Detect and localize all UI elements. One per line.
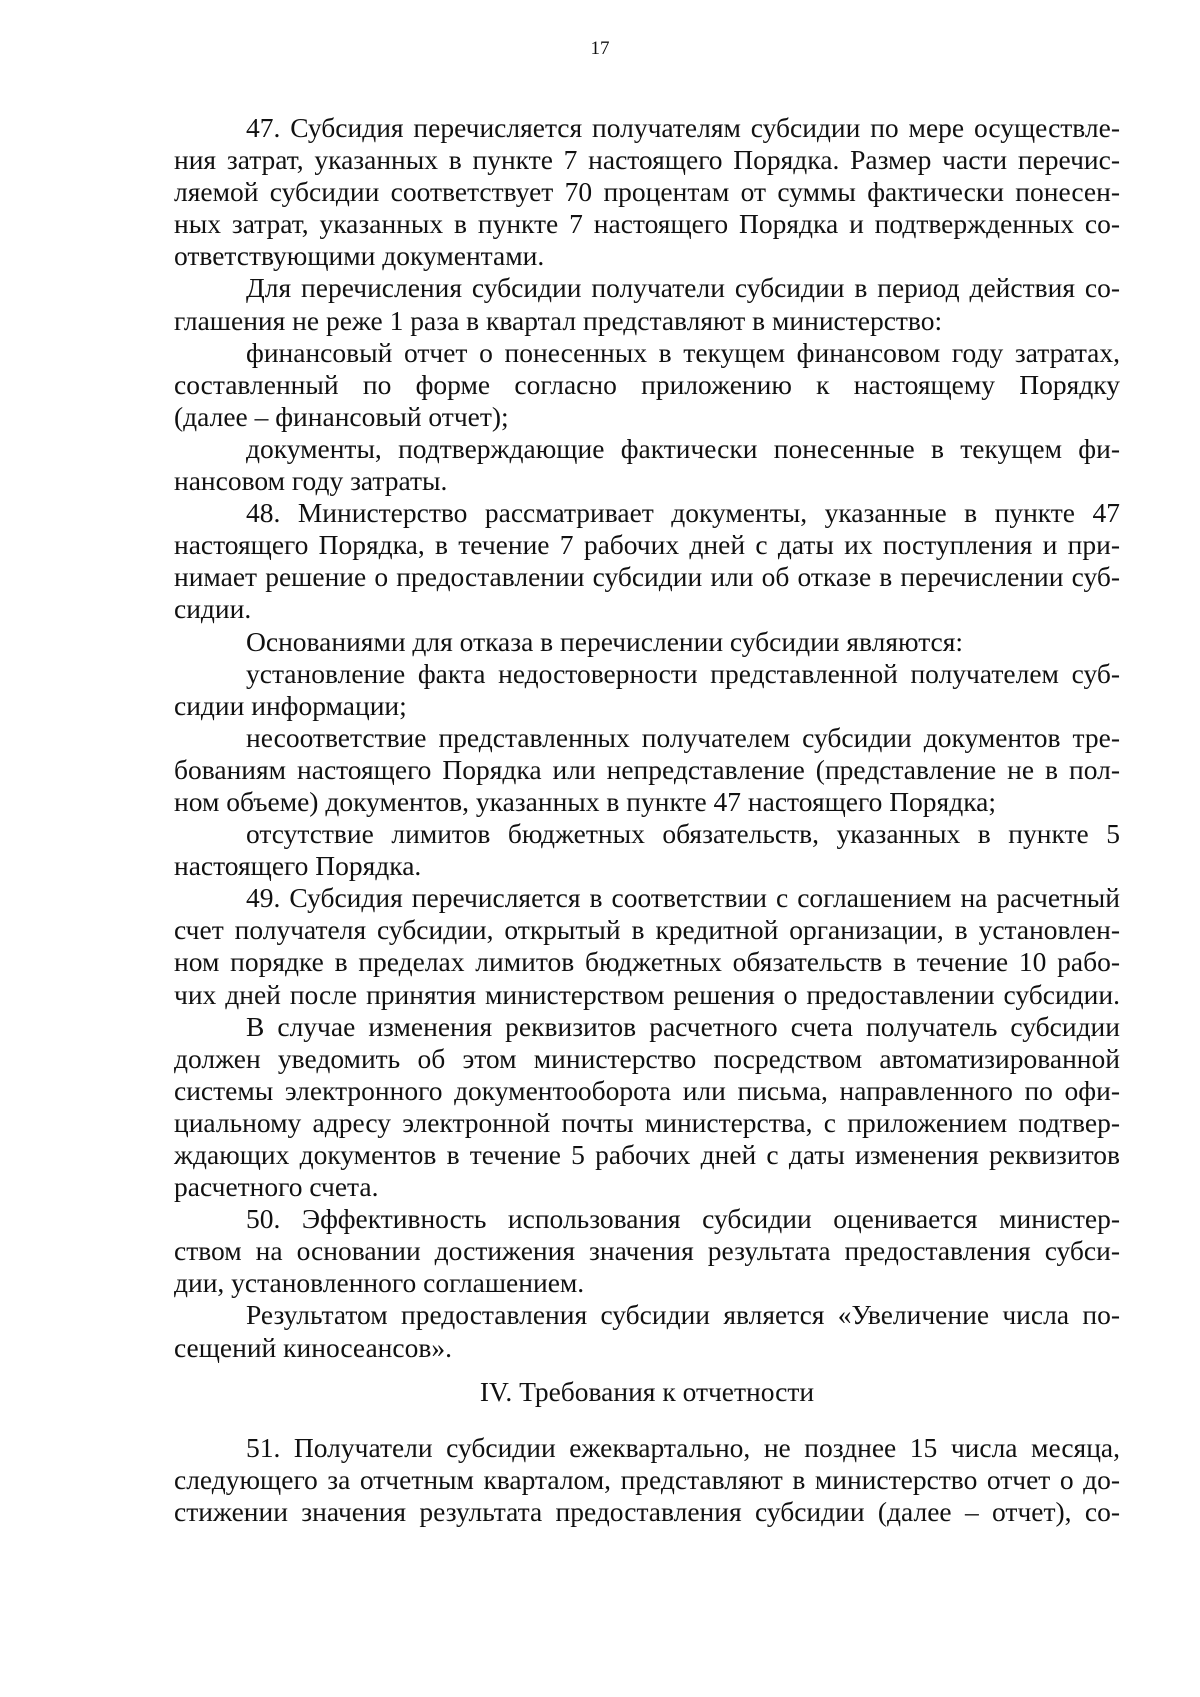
text-line: установление факта недостоверности представленной получателем суб- <box>246 657 1120 689</box>
page-number: 17 <box>590 38 610 59</box>
text-line: циальному адресу электронной почты министерства, с приложением подтвер- <box>174 1106 1120 1138</box>
text-line: (далее – финансовый отчет); <box>174 400 509 432</box>
text-line: Результатом предоставления субсидии является «Увеличение числа по- <box>246 1299 1120 1331</box>
text-line: 50. Эффективность использования субсидии оценивается министер- <box>246 1203 1120 1235</box>
text-line: ном порядке в пределах лимитов бюджетных обязательств в течение 10 рабо- <box>174 946 1120 978</box>
text-line: счет получателя субсидии, открытый в кредитной организации, в установлен- <box>174 914 1120 946</box>
text-line: сидии информации; <box>174 689 407 721</box>
text-line: отсутствие лимитов бюджетных обязательств, указанных в пункте 5 <box>246 818 1120 850</box>
section-heading: IV. Требования к отчетности <box>479 1375 815 1407</box>
text-line: должен уведомить об этом министерство посредством автоматизированной <box>174 1042 1120 1074</box>
text-line: ния затрат, указанных в пункте 7 настоящего Порядка. Размер части перечис- <box>174 144 1120 176</box>
text-line: Для перечисления субсидии получатели субсидии в период действия со- <box>246 272 1120 304</box>
text-line: настоящего Порядка. <box>174 850 422 882</box>
text-line: 51. Получатели субсидии ежеквартально, не позднее 15 числа месяца, <box>246 1431 1120 1463</box>
text-line: ляемой субсидии соответствует 70 процентам от суммы фактически понесен- <box>174 176 1120 208</box>
body-text-after-heading <box>174 1432 1120 1528</box>
text-line: следующего за отчетным кварталом, представляют в министерство отчет о до- <box>174 1463 1120 1495</box>
text-line: системы электронного документооборота или письма, направленного по офи- <box>174 1074 1120 1106</box>
text-line: ответствующими документами. <box>174 240 545 272</box>
text-line: настоящего Порядка, в течение 7 рабочих дней с даты их поступления и при- <box>174 529 1120 561</box>
text-line: сещений киносеансов». <box>174 1331 452 1363</box>
text-line: ждающих документов в течение 5 рабочих дней с даты изменения реквизитов <box>174 1139 1120 1170</box>
text-line: финансовый отчет о понесенных в текущем финансовом году затратах, <box>246 336 1120 368</box>
text-line: чих дней после принятия министерством решения о предоставлении субсидии. <box>174 978 1120 1010</box>
text-line: дии, установленного соглашением. <box>174 1267 585 1299</box>
text-line: Основаниями для отказа в перечислении субсидии являются: <box>246 625 964 657</box>
text-line: 47. Субсидия перечисляется получателям субсидии по мере осуществле- <box>246 112 1120 143</box>
text-line: бованиям настоящего Порядка или непредставление (представление не в пол- <box>174 753 1120 785</box>
text-line: 49. Субсидия перечисляется в соответствии с соглашением на расчетный <box>246 882 1120 914</box>
text-line: ном объеме) документов, указанных в пункте 47 настоящего Порядка; <box>174 785 996 817</box>
text-line: несоответствие представленных получателем субсидии документов тре- <box>246 721 1120 753</box>
text-line: В случае изменения реквизитов расчетного счета получатель субсидии <box>246 1010 1120 1042</box>
text-line: сидии. <box>174 593 252 625</box>
text-line: нимает решение о предоставлении субсидии или об отказе в перечислении суб- <box>174 561 1120 593</box>
document-body <box>174 112 1120 1528</box>
body-text-before-heading <box>174 112 1120 1364</box>
text-line: глашения не реже 1 раза в квартал представляют в министерство: <box>174 304 943 336</box>
text-line: ством на основании достижения значения результата предоставления субси- <box>174 1235 1120 1267</box>
text-line: 48. Министерство рассматривает документы, указанные в пункте 47 <box>246 497 1120 529</box>
text-line: стижении значения результата предоставления субсидии (далее – отчет), со- <box>174 1495 1120 1527</box>
text-line: составленный по форме согласно приложению к настоящему Порядку <box>174 368 1120 400</box>
text-line: расчетного счета. <box>174 1171 379 1203</box>
text-line: нансовом году затраты. <box>174 465 448 497</box>
text-line: ных затрат, указанных в пункте 7 настоящего Порядка и подтвержденных со- <box>174 208 1120 240</box>
text-line: документы, подтверждающие фактически понесенные в текущем фи- <box>246 432 1120 464</box>
